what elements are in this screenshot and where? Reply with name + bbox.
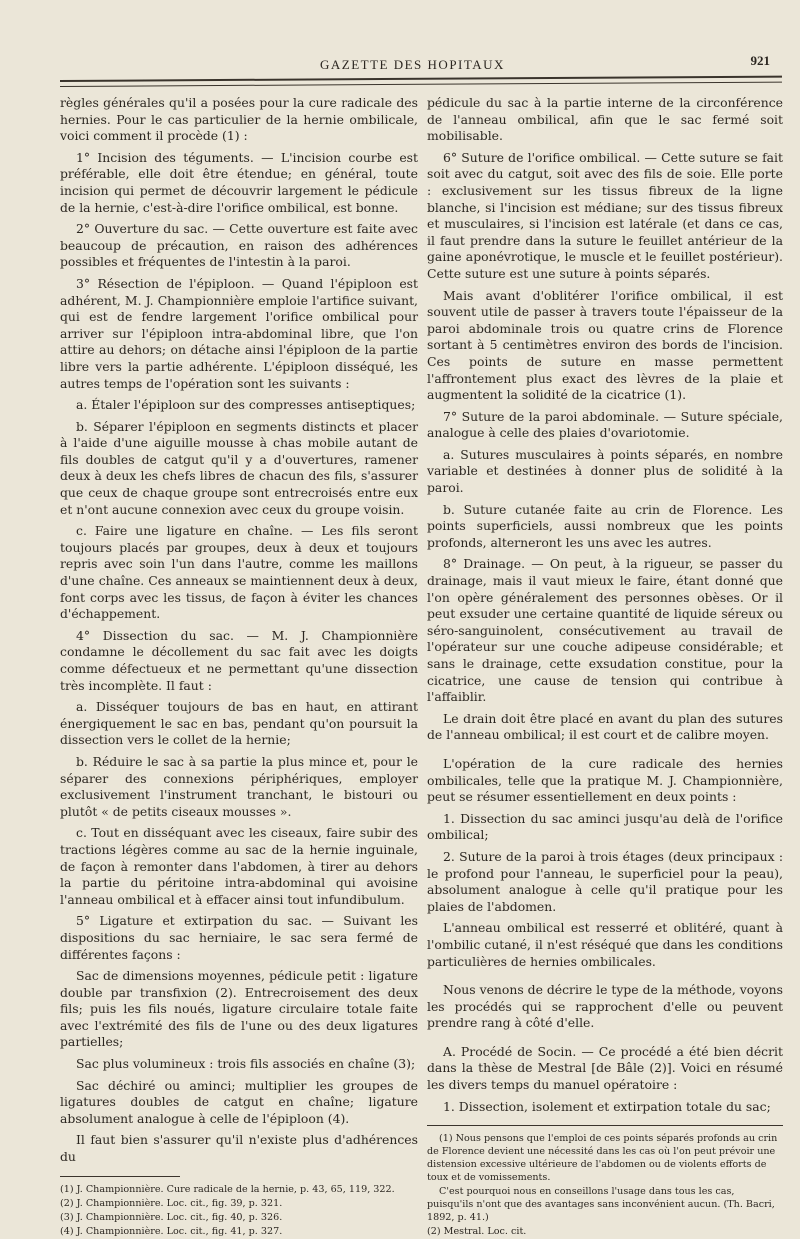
list-item: b. Séparer l'épiploon en segments distincts et placer à l'aide d'une aiguille mousse à chas mobile autant de fils doubles de catgut qu'il y a d'ouvertures, ramener deux à deux les chefs libres de chacun des fils, s'assurer que ceux de chaque groupe sont entrecroisés entre eux et n'ont aucune connexion avec ceux du groupe voisin. xyxy=(60,418,418,517)
page-number: 921 xyxy=(750,53,770,68)
list-item: b. Suture cutanée faite au crin de Florence. Les points superficiels, aussi nombreux que les points profonds, alterneront les uns avec les autres. xyxy=(427,501,783,550)
section-resection: 3° Résection de l'épiploon. — Quand l'épiploon est adhérent, M. J. Championnière emploie l'artifice suivant, qui est de fendre largement l'orifice ombilical pour arriver sur l'épiploon intra-abdominal libre, que l'on attire au dehors; on détache ainsi l'épiploon de la partie libre vers la partie adhérente. L'épiploon disséqué, les autres temps de l'opération sont les suivants : xyxy=(60,275,418,391)
paragraph: règles générales qu'il a posées pour la cure radicale des hernies. Pour le cas particulier de la hernie ombilicale, voici comment il procède (1) : xyxy=(60,95,418,144)
left-column xyxy=(60,95,418,1239)
footnote: C'est pourquoi nous en conseillons l'usage dans tous les cas, puisqu'ils n'ont que des avantages sans inconvénient aucun. (Th. Bacri, 1892, p. 41.) xyxy=(427,1186,775,1224)
paragraph: Sac déchiré ou aminci; multiplier les groupes de ligatures doubles de catgut en chaîne; ligature absolument analogue à celle de l'épiploon (4). xyxy=(60,1077,418,1126)
list-item: 1. Dissection du sac aminci jusqu'au delà de l'orifice ombilical; xyxy=(427,810,783,843)
list-item: b. Réduire le sac à sa partie la plus mince et, pour le séparer des connexions périphériques, employer exclusivement l'instrument tranchant, le bistouri ou plutôt « de petits ciseaux mousses ». xyxy=(60,753,418,819)
paragraph: Mais avant d'oblitérer l'orifice ombilical, il est souvent utile de passer à travers toute l'épaisseur de la paroi abdominale trois ou quatre crins de Florence sortant à 5 centimètres environ des bords de l'incision. Ces points de suture en masse permettent l'affrontement plus exact des lèvres de la plaie et augmentent la solidité de la cicatrice (1). xyxy=(427,287,783,403)
section-incision: 1° Incision des téguments. — L'incision courbe est préférable, elle doit être étendue; en général, toute incision qui permet de découvrir largement le pédicule de la hernie, c'est-à-dire l'orifice ombilical, est bonne. xyxy=(60,149,418,215)
running-header-title: GAZETTE DES HOPITAUX xyxy=(320,57,505,72)
list-item: a. Étaler l'épiploon sur des compresses antiseptiques; xyxy=(76,397,416,413)
list-item: a. Disséquer toujours de bas en haut, en attirant énergiquement le sac en bas, pendant qu'on poursuit la dissection vers le collet de la hernie; xyxy=(60,699,418,748)
section-ligature: 5° Ligature et extirpation du sac. — Suivant les dispositions du sac herniaire, le sac sera fermé de différentes façons : xyxy=(60,913,418,962)
footnote: (3) J. Championnière. Loc. cit., fig. 40, p. 326. xyxy=(60,1211,283,1223)
footnote: (2) Mestral. Loc. cit. xyxy=(427,1226,527,1238)
paragraph: Il faut bien s'assurer qu'il n'existe plus d'adhérences du xyxy=(60,1132,418,1165)
paragraph: Le drain doit être placé en avant du plan des sutures de l'anneau ombilical; il est court et de calibre moyen. xyxy=(427,710,783,743)
paragraph: Sac de dimensions moyennes, pédicule petit : ligature double par transfixion (2). Entrecroisement des deux fils; puis les fils noués, ligature circulaire totale faite avec l'extrémité des fils de l'une ou des deux ligatures partielles; xyxy=(60,968,418,1050)
section-drainage: 8° Drainage. — On peut, à la rigueur, se passer du drainage, mais il vaut mieux le faire, étant donné que l'on opère généralement des personnes obèses. Or il peut exsuder une certaine quantité de liquide séreux ou séro-sanguinolent, consécutivement au travail de l'opérateur sur une couche adipeuse considérable; et sans le drainage, cette exsudation constitue, pour la cicatrice, une cause de tension qui contribue à l'affaiblir. xyxy=(427,556,783,705)
header-rule-thin xyxy=(60,82,782,87)
footnote: (1) J. Championnière. Cure radicale de la hernie, p. 43, 65, 119, 322. xyxy=(60,1183,395,1195)
footnote: (4) J. Championnière. Loc. cit., fig. 41, p. 327. xyxy=(60,1225,283,1237)
section-suture-orifice: 6° Suture de l'orifice ombilical. — Cette suture se fait soit avec du catgut, soit avec des fils de soie. Elle porte : exclusivement sur les tissus fibreux de la ligne blanche, si l'incision est médiane; sur des tissus fibreux et musculaires, si l'incision est latérale (et dans ce cas, il faut prendre dans la suture le feuillet antérieur de la gaine aponévrotique, le muscle et le feuillet postérieur). Cette suture est une suture à points séparés. xyxy=(427,149,783,281)
paragraph: Sac plus volumineux : trois fils associés en chaîne (3); xyxy=(76,1056,416,1072)
section-ouverture: 2° Ouverture du sac. — Cette ouverture est faite avec beaucoup de précaution, en raison des adhérences possibles et fréquentes de l'intestin à la paroi. xyxy=(60,221,418,270)
section-socin: A. Procédé de Socin. — Ce procédé a été bien décrit dans la thèse de Mestral [de Bâle (2)]. Voici en résumé les divers temps du manuel opératoire : xyxy=(427,1043,783,1093)
list-item: 1. Dissection, isolement et extirpation totale du sac; xyxy=(443,1098,771,1114)
paragraph: L'anneau ombilical est resserré et oblitéré, quant à l'ombilic cutané, il n'est réséqué que dans les conditions particulières de hernies ombilicales. xyxy=(427,920,783,969)
paragraph: Nous venons de décrire le type de la méthode, voyons les procédés qui se rapprochent d'elle ou peuvent prendre rang à côté d'elle. xyxy=(427,982,783,1031)
list-item: c. Tout en disséquant avec les ciseaux, faire subir des tractions légères comme au sac de la hernie inguinale, de façon à remonter dans l'abdomen, à tirer au dehors la partie du péritoine intra-abdominal qui avoisine l'anneau ombilical et à effacer ainsi tout infundibulum. xyxy=(60,825,418,907)
footnote-rule xyxy=(60,1176,180,1177)
list-item: c. Faire une ligature en chaîne. — Les fils seront toujours placés par groupes, deux à deux et toujours repris avec soin l'un dans l'autre, comme les maillons d'une chaîne. Ces anneaux se maintiennent deux à deux, font corps avec les tissus, de façon à éviter les chances d'échappement. xyxy=(60,523,418,622)
list-item: 2. Suture de la paroi à trois étages (deux principaux : le profond pour l'anneau, le superficiel pour la peau), absolument analogue à celle qu'il pratique pour les plaies de l'abdomen. xyxy=(427,848,783,914)
footnote: (1) Nous pensons que l'emploi de ces points séparés profonds au crin de Florence devient une nécessité dans les cas où l'on peut prévoir une distension excessive ultérieure de l'abdomen ou de violents efforts de toux et de vomissements. xyxy=(427,1133,778,1184)
section-suture-paroi: 7° Suture de la paroi abdominale. — Suture spéciale, analogue à celle des plaies d'ovariotomie. xyxy=(427,408,783,441)
paragraph: pédicule du sac à la partie interne de la circonférence de l'anneau ombilical, afin que le sac fermé soit mobilisable. xyxy=(427,95,783,144)
right-column xyxy=(427,95,783,1239)
header-rule-thick xyxy=(60,76,782,82)
list-item: a. Sutures musculaires à points séparés, en nombre variable et destinées à donner plus de solidité à la paroi. xyxy=(427,446,783,496)
footnote: (2) J. Championnière. Loc. cit., fig. 39, p. 321. xyxy=(60,1197,283,1209)
section-dissection: 4° Dissection du sac. — M. J. Championnière condamne le décollement du sac fait avec les doigts comme défectueux et ne permettant qu'une dissection très incomplète. Il faut : xyxy=(60,627,418,693)
paragraph: L'opération de la cure radicale des hernies ombilicales, telle que la pratique M. J. Championnière, peut se résumer essentiellement en deux points : xyxy=(427,755,783,805)
footnote-rule xyxy=(427,1125,783,1126)
